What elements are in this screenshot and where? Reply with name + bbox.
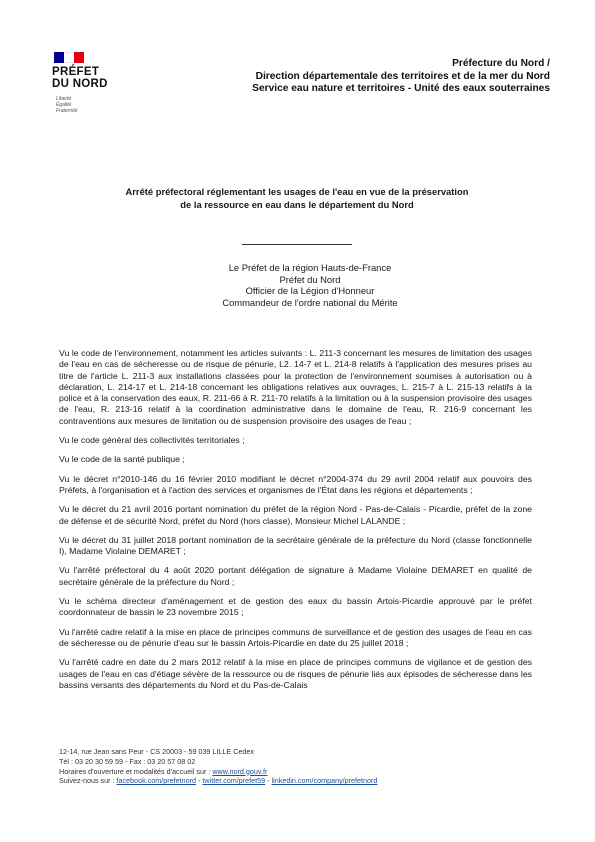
paragraph-decret-2018: Vu le décret du 31 juillet 2018 portant nomination de la secrétaire générale de la préfecture du Nord (classe fonctionnelle I), Madame Violaine DEMARET ; <box>59 534 532 557</box>
paragraph-code-collectivites: Vu le code général des collectivités territoriales ; <box>59 435 245 446</box>
document-title-line1: Arrêté préfectoral réglementant les usages de l'eau en vue de la préservation <box>125 186 469 197</box>
issuing-service-header <box>210 58 550 96</box>
facebook-link[interactable]: facebook.com/prefetnord <box>116 776 197 786</box>
authority-line1: Le Préfet de la région Hauts-de-France <box>228 262 392 273</box>
twitter-link[interactable]: twitter.com/prefet59 <box>202 776 266 786</box>
flag-blue-band <box>54 52 64 63</box>
page-footer <box>59 747 539 786</box>
header-directorate: Direction départementale des territoires et de la mer du Nord <box>255 70 550 82</box>
title-separator-line <box>242 244 352 245</box>
paragraph-arrete-cadre-2018: Vu l'arrêté cadre relatif à la mise en place de principes communs de surveillance et de gestion des usages de l'eau en cas de sécheresse ou de pénurie d'eau sur le bassin Artois-Picardie en date du 25 juillet 2018 ; <box>59 626 532 648</box>
authority-line2: Préfet du Nord <box>279 273 341 285</box>
document-title-line2: de la ressource en eau dans le département du Nord <box>180 198 414 210</box>
flag-white-band <box>64 52 74 63</box>
motto-fraternite: Fraternité <box>56 108 78 114</box>
logo-title-line1: PRÉFET <box>52 66 100 78</box>
footer-address: 12-14, rue Jean sans Peur - CS 20003 - 59 039 LILLE Cedex <box>59 747 254 756</box>
prefet-logo <box>48 52 128 114</box>
signing-authority <box>150 262 470 308</box>
paragraph-arrete-cadre-2012: Vu l'arrêté cadre en date du 2 mars 2012 relatif à la mise en place de principes communs de vigilance et de gestion des usages de l'eau en cas d'étiage sévère de la ressource ou de risques de pénurie liés aux épisodes de sécheresse dans les bassins versants des départements du Nord et du Pas-de-Calais <box>59 657 532 690</box>
considerations-body <box>59 348 532 699</box>
paragraph-code-sante: Vu le code de la santé publique ; <box>59 454 185 465</box>
authority-line3: Officier de la Légion d'Honneur <box>245 285 375 297</box>
header-service: Service eau nature et territoires - Unité des eaux souterraines <box>252 83 550 94</box>
linkedin-link[interactable]: linkedin.com/company/prefetnord <box>271 776 378 786</box>
authority-line4: Commandeur de l'ordre national du Mérite <box>222 296 398 308</box>
logo-title-line2: DU NORD <box>52 78 108 90</box>
republic-motto <box>56 96 128 114</box>
paragraph-arrete-delegation: Vu l'arrêté préfectoral du 4 août 2020 portant délégation de signature à Madame Violaine DEMARET en qualité de secrétaire générale de la préfecture du Nord ; <box>59 565 532 587</box>
paragraph-code-environnement: Vu le code de l'environnement, notamment les articles suivants : L. 211-3 concernant les mesures de limitation des usages de l'eau en cas de sécheresse ou de risque de pénurie, L2. 14-7 et L. 214-8 relatifs à l'application des mesures prises au titre de l'article L. 211-3 aux installations classées pour la protection de l'environnement soumises à autorisation ou à déclaration, L. 214-17 et L. 214-18 concernant les obligations relatives aux ouvrages, L. 215-7 à L. 215-13 relatifs à la police et à la conservation des eaux, R. 211-66 à R. 211-70 relatifs à la limitation ou à la suspension provisoire des usages de l'eau, R. 213-16 relatif à la coordination administrative dans le domaine de l'eau, R. 216-9 concernant les contraventions aux mesures de limitation ou de suspension provisoire des usages de l'eau ; <box>59 348 532 426</box>
marianne-flag-icon <box>54 52 84 63</box>
footer-separator: - <box>196 776 203 786</box>
footer-follow-label: Suivez-nous sur : <box>59 776 117 786</box>
motto-liberte: Liberté <box>56 96 72 102</box>
paragraph-decret-2010: Vu le décret n°2010-146 du 16 février 2010 modifiant le décret n°2004-374 du 29 avril 2004 relatif aux pouvoirs des Préfets, à l'organisation et à l'action des services et organismes de l'État dans les régions et départements ; <box>59 473 532 495</box>
paragraph-sdage: Vu le schéma directeur d'aménagement et de gestion des eaux du bassin Artois-Picardie approuvé par le préfet coordonnateur de bassin le 23 novembre 2015 ; <box>59 596 532 618</box>
flag-red-band <box>74 52 84 63</box>
paragraph-decret-2016: Vu le décret du 21 avril 2016 portant nomination du préfet de la région Nord - Pas-de-Calais - Picardie, préfet de la zone de défense et de sécurité Nord, préfet du Nord (hors classe), Monsieur Michel LALANDE ; <box>59 504 532 526</box>
motto-egalite: Égalité <box>56 102 72 108</box>
footer-hours-label: Horaires d'ouverture et modalités d'accueil sur : <box>59 766 213 776</box>
footer-phone: Tél : 03 20 30 59 59 - Fax : 03 20 57 08 02 <box>59 756 196 766</box>
footer-separator: - <box>265 776 272 786</box>
website-link[interactable]: www.nord.gouv.fr <box>212 766 268 776</box>
footer-hours <box>59 767 539 777</box>
footer-social <box>59 776 539 786</box>
document-title <box>82 186 512 211</box>
header-prefecture: Préfecture du Nord / <box>452 58 550 69</box>
